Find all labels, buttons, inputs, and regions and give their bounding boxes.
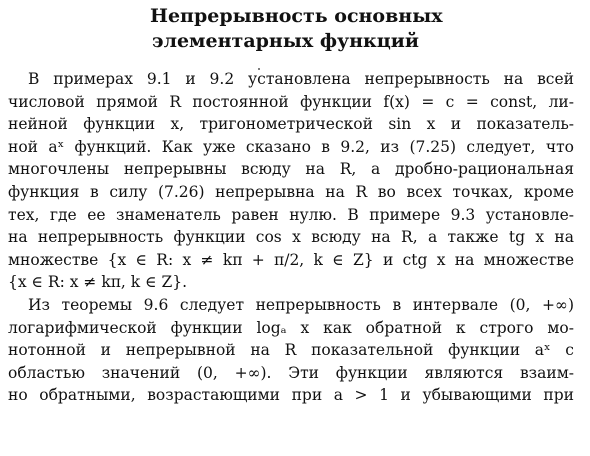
heading-line-2: элементарных функций bbox=[152, 30, 419, 52]
text-line: областью значений (0, +∞). Эти функции являются взаим- bbox=[8, 363, 574, 382]
text-line: Из теоремы 9.6 следует непрерывность в интервале (0, +∞) bbox=[28, 295, 574, 314]
text-line: многочлены непрерывны всюду на R, а дробно-рациональная bbox=[8, 160, 574, 179]
text-line: тех, где ее знаменатель равен нулю. В примере 9.3 установле- bbox=[8, 205, 574, 224]
text-line: логарифмической функции logₐ x как обратной к строго мо- bbox=[8, 318, 574, 337]
text-line: нейной функции x, тригонометрической sin x и показатель- bbox=[8, 115, 574, 134]
text-line: В примерах 9.1 и 9.2 установлена непрерывность на всей bbox=[28, 70, 574, 88]
heading-line-1: Непрерывность основных bbox=[150, 5, 443, 27]
text-line: числовой прямой R постоянной функции f(x) = c = const, ли- bbox=[8, 92, 574, 111]
paragraph-1 bbox=[8, 68, 574, 294]
text-line: на непрерывность функции cos x всюду на R, а также tg x на bbox=[8, 228, 574, 247]
text-line: функция в силу (7.26) непрерывна на R во всех точках, кроме bbox=[8, 182, 574, 201]
text-line: множестве {x ∈ R: x ≠ kπ + π/2, k ∈ Z} и ctg x на множестве bbox=[8, 250, 574, 269]
text-line: нотонной и непрерывной на R показательной функции aˣ с bbox=[8, 341, 574, 360]
body-text bbox=[8, 68, 574, 407]
text-line: ной aˣ функций. Как уже сказано в 9.2, из (7.25) следует, что bbox=[8, 137, 574, 156]
text-line: {x ∈ R: x ≠ kπ, k ∈ Z}. bbox=[8, 273, 188, 292]
paragraph-2 bbox=[8, 294, 574, 407]
section-heading bbox=[150, 4, 443, 54]
text-line: но обратными, возрастающими при a > 1 и убывающими при bbox=[8, 386, 574, 405]
